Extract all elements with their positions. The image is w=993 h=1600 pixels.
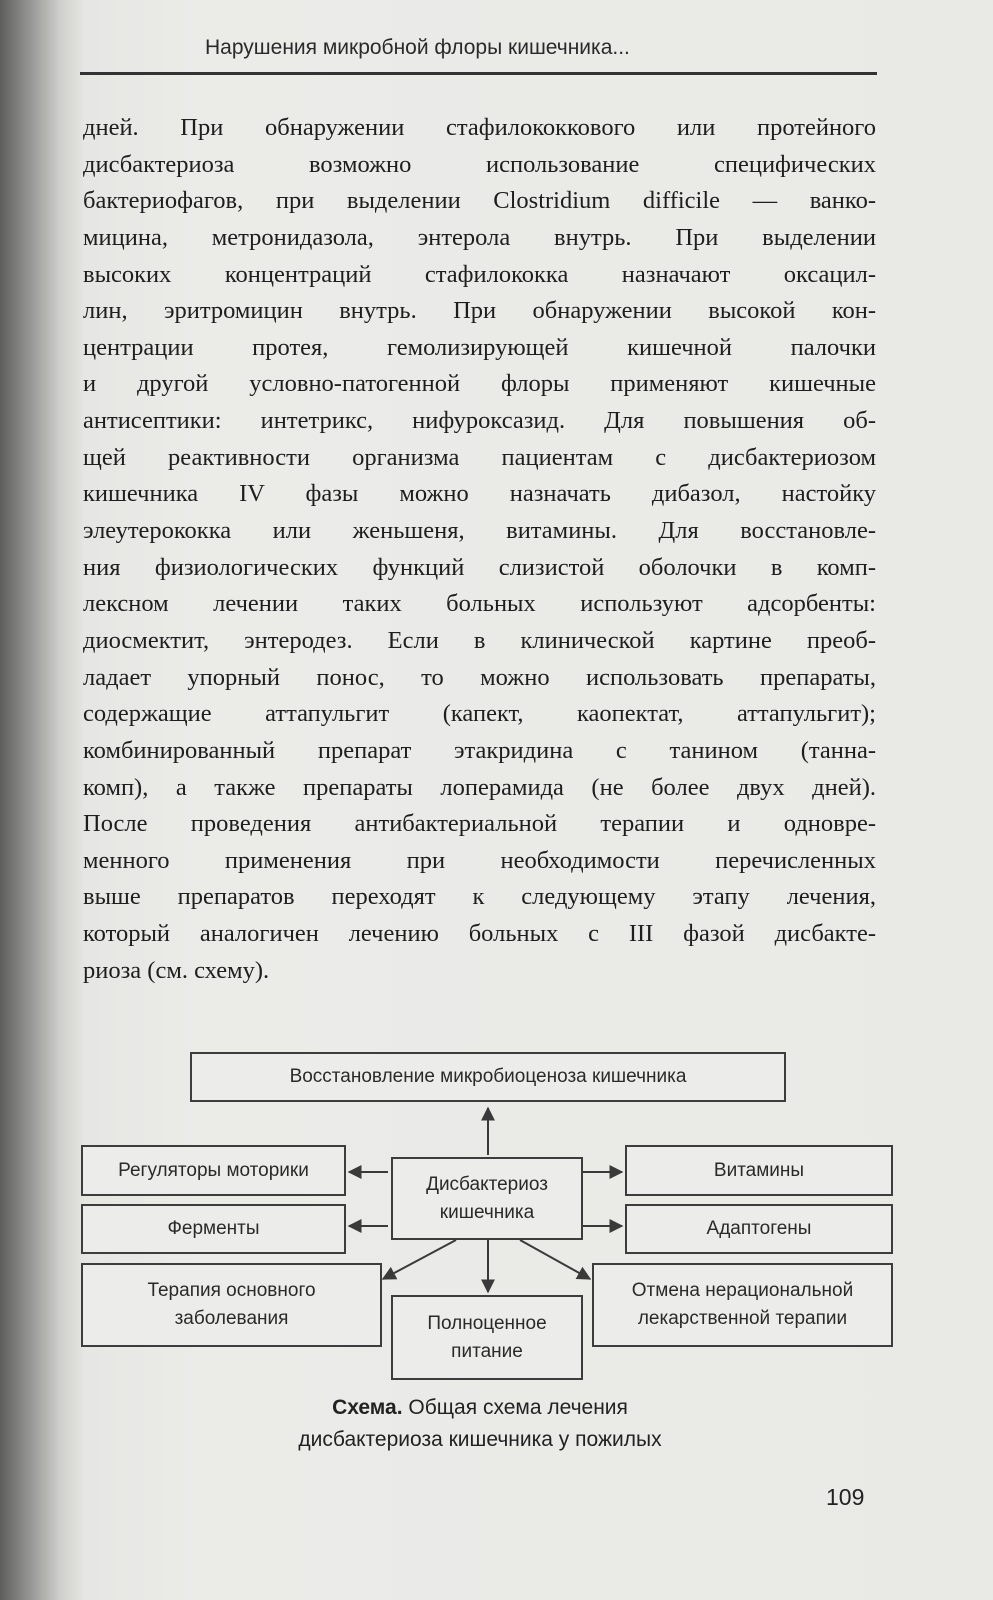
text-line: комп), а также препараты лоперамида (не более двух дней). [83,773,876,801]
diagram-box-top [190,1052,786,1102]
text-line: бактериофагов, при выделении Clostridium difficile — ванко- [83,187,876,215]
text-line: ния физиологических функций слизистой оболочки в комп- [83,553,876,581]
diagram-center-line1: Дисбактериоз [426,1173,548,1195]
text-line: выше препаратов переходят к следующему этапу лечения, [83,883,876,911]
diagram-bottom-line2: питание [451,1340,523,1362]
body-text [83,110,876,989]
diagram-right3-line2: лекарственной терапии [637,1308,848,1329]
text-line: менного применения при необходимости перечисленных [83,846,876,874]
text-line: После проведения антибактериальной терапии и одновре- [83,810,876,838]
caption-label: Схема. [332,1396,403,1419]
diagram-left3-line1: Терапия основного [147,1280,316,1301]
text-line: лин, эритромицин внутрь. При обнаружении высокой кон- [83,297,876,325]
text-line: лексном лечении таких больных используют адсорбенты: [83,590,876,618]
caption-text-line1: Общая схема лечения [408,1396,628,1419]
text-line: содержащие аттапульгит (капект, каопектат, аттапульгит); [83,700,876,728]
diagram-left2-label: Ферменты [167,1218,260,1239]
diagram-box-top-label: Восстановление микробиоценоза кишечника [289,1066,687,1087]
diagram-center-line2: кишечника [439,1201,535,1223]
page-number: 109 [826,1484,865,1510]
figure-caption [180,1392,780,1456]
text-line: и другой условно-патогенной флоры применяют кишечные [83,370,876,398]
text-line: дисбактериоза возможно использование специфических [83,150,876,178]
diagram-box-right2 [625,1204,893,1254]
text-line: комбинированный препарат этакридина с танином (танна- [83,736,876,764]
diagram-box-left1 [81,1145,346,1196]
text-line: диосмектит, энтеродез. Если в клинической картине преоб- [83,626,876,654]
text-line: риоза (см. схему). [83,956,270,984]
diagram-right1-label: Витамины [713,1159,805,1181]
text-line: антисептики: интетрикс, нифуроксазид. Для повышения об- [83,407,876,435]
running-head: Нарушения микробной флоры кишечника... [205,36,630,59]
diagram-box-center [391,1157,583,1240]
diagram-left1-label: Регуляторы моторики [118,1159,309,1181]
text-line: щей реактивности организма пациентам с дисбактериозом [83,443,876,471]
text-line: элеутерококка или женьшеня, витамины. Для восстановле- [83,517,876,545]
diagram-box-right3 [592,1263,893,1347]
diagram-left3-line2: заболевания [174,1308,289,1329]
text-line: который аналогичен лечению больных с III фазой дисбакте- [83,920,876,948]
arrow-to-right3 [520,1240,590,1279]
header-rule [80,72,877,75]
diagram-right2-label: Адаптогены [706,1218,812,1239]
text-line: высоких концентраций стафилококка назначают оксацил- [83,260,876,288]
diagram-box-left3 [81,1263,382,1347]
caption-text-line2: дисбактериоза кишечника у пожилых [298,1428,662,1451]
diagram-box-left2 [81,1204,346,1254]
diagram-right3-line1: Отмена нерациональной [631,1280,854,1301]
diagram-box-right1 [625,1145,893,1196]
text-line: ладает упорный понос, то можно использовать препараты, [83,663,876,691]
text-line: дней. При обнаружении стафилококкового или протейного [83,114,876,141]
diagram-bottom-line1: Полноценное [427,1312,547,1334]
arrow-to-left3 [383,1240,456,1279]
diagram-box-bottom [391,1295,583,1380]
text-line: кишечника IV фазы можно назначать дибазол, настойку [83,480,876,508]
text-line: мицина, метронидазола, энтерола внутрь. При выделении [83,223,876,251]
text-line: центрации протея, гемолизирующей кишечной палочки [83,333,876,361]
